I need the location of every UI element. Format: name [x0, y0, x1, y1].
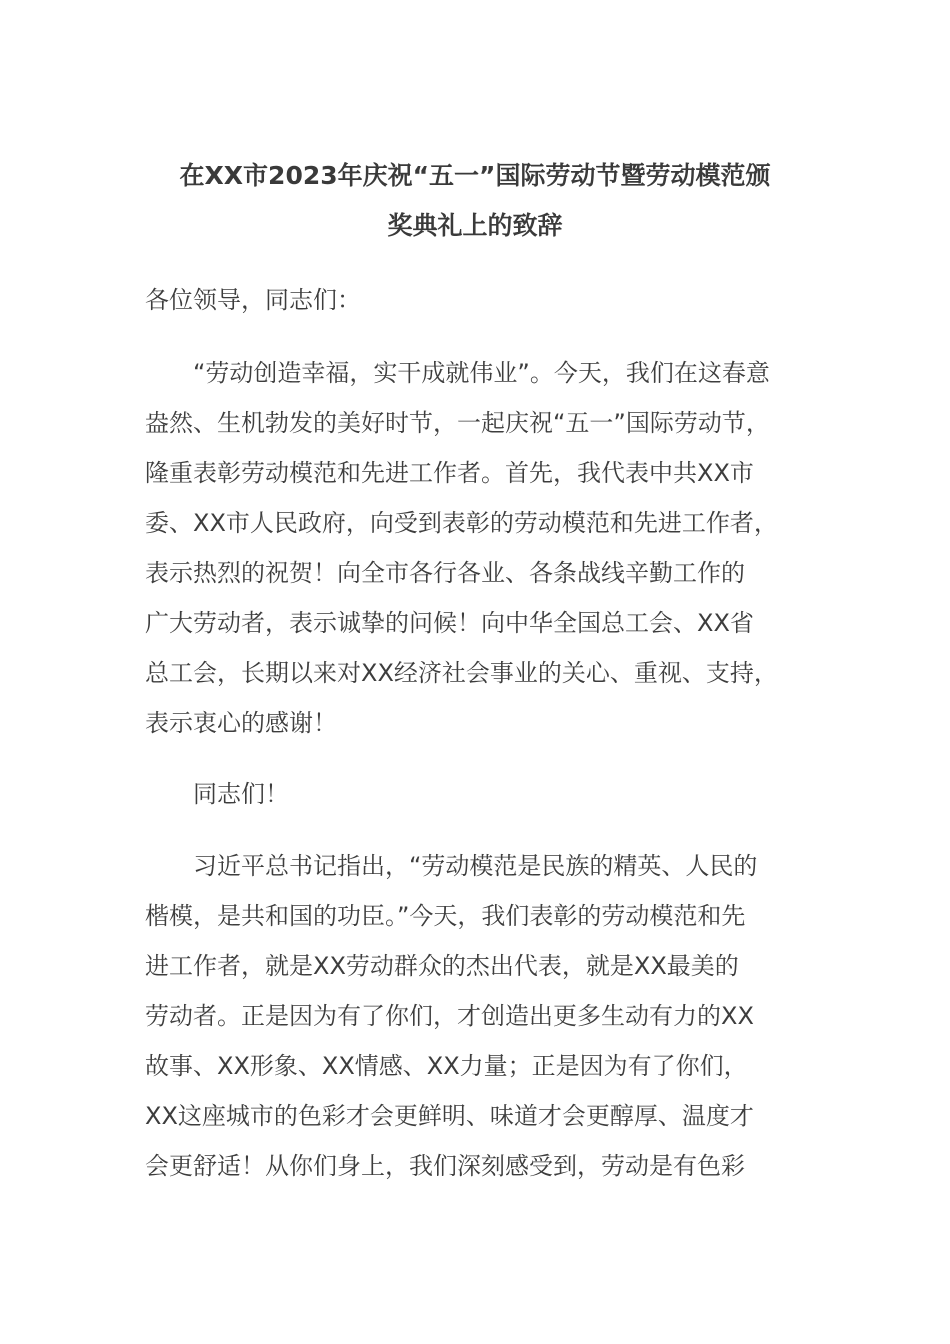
paragraph-1-line: 盎然、生机勃发的美好时节，一起庆祝“五一”国际劳动节，	[145, 409, 770, 437]
paragraph-3-line: 楷模，是共和国的功臣。”今天，我们表彰的劳动模范和先	[145, 902, 746, 930]
paragraph-1-line: 隆重表彰劳动模范和先进工作者。首先，我代表中共XX市	[145, 459, 754, 487]
paragraph-3-line: 故事、XX形象、XX情感、XX力量；正是因为有了你们，	[145, 1052, 748, 1080]
paragraph-1-line: 表示热烈的祝贺！向全市各行各业、各条战线辛勤工作的	[145, 559, 745, 587]
paragraph-3-line: 会更舒适！从你们身上，我们深刻感受到，劳动是有色彩	[145, 1152, 745, 1180]
paragraph-3-line: 进工作者，就是XX劳动群众的杰出代表，就是XX最美的	[145, 952, 739, 980]
paragraph-1-line: 总工会，长期以来对XX经济社会事业的关心、重视、支持，	[145, 659, 778, 687]
paragraph-2: 同志们！	[193, 780, 289, 808]
paragraph-3-line: 习近平总书记指出，“劳动模范是民族的精英、人民的	[193, 852, 758, 880]
document-title-line-1: 在XX市2023年庆祝“五一”国际劳动节暨劳动模范颁	[179, 161, 771, 190]
paragraph-1-line: “劳动创造幸福，实干成就伟业”。今天，我们在这春意	[193, 359, 770, 387]
paragraph-3-line: XX这座城市的色彩才会更鲜明、味道才会更醇厚、温度才	[145, 1102, 754, 1130]
document-title-line-2: 奖典礼上的致辞	[387, 211, 563, 240]
paragraph-1-line: 表示衷心的感谢！	[145, 709, 337, 737]
paragraph-1-line: 委、XX市人民政府，向受到表彰的劳动模范和先进工作者，	[145, 509, 778, 537]
salutation: 各位领导，同志们：	[145, 286, 361, 314]
paragraph-3-line: 劳动者。正是因为有了你们，才创造出更多生动有力的XX	[145, 1002, 754, 1030]
paragraph-1-line: 广大劳动者，表示诚挚的问候！向中华全国总工会、XX省	[145, 609, 754, 637]
